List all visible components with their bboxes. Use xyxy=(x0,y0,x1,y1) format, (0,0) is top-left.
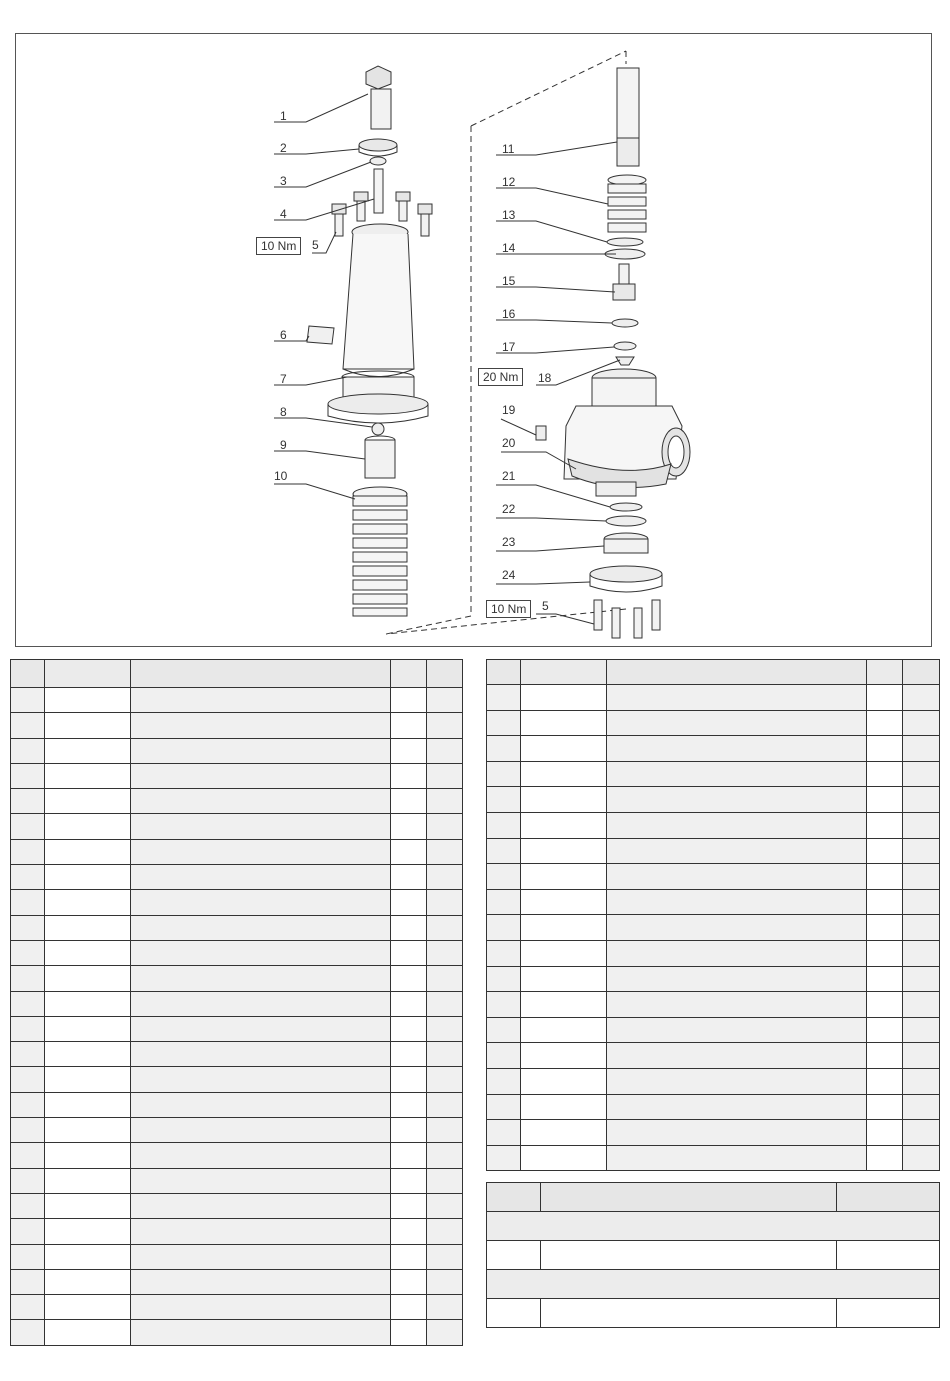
torque-label-top: 10 Nm xyxy=(256,237,301,255)
parts-table-left xyxy=(10,659,463,1346)
table-row xyxy=(487,915,940,941)
table-row xyxy=(487,710,940,736)
table-row xyxy=(487,1043,940,1069)
summary-data-row xyxy=(487,1241,940,1270)
part-label-7: 7 xyxy=(280,372,287,386)
torque-label-mid: 20 Nm xyxy=(478,368,523,386)
parts-table-right xyxy=(486,659,940,1171)
part-label-2: 2 xyxy=(280,141,287,155)
table-row xyxy=(11,688,463,713)
part-label-23: 23 xyxy=(502,535,516,549)
summary-band-row xyxy=(487,1212,940,1241)
table-row xyxy=(487,966,940,992)
table-header-row xyxy=(487,660,940,685)
table-row xyxy=(487,838,940,864)
exploded-view-drawing xyxy=(15,33,932,647)
part-label-19: 19 xyxy=(502,403,516,417)
summary-data-row xyxy=(487,1299,940,1328)
table-row xyxy=(11,1092,463,1117)
table-row xyxy=(487,736,940,762)
part-label-21: 21 xyxy=(502,469,516,483)
table-row xyxy=(11,890,463,915)
table-row xyxy=(487,787,940,813)
table-row xyxy=(487,992,940,1018)
table-row xyxy=(487,864,940,890)
table-row xyxy=(11,865,463,890)
part-label-20: 20 xyxy=(502,436,516,450)
part-label-11: 11 xyxy=(502,142,515,156)
part-label-18: 18 xyxy=(538,371,552,385)
table-row xyxy=(487,1094,940,1120)
part-label-5b: 5 xyxy=(542,599,549,613)
table-row xyxy=(487,761,940,787)
summary-header-row xyxy=(487,1183,940,1212)
part-label-10: 10 xyxy=(274,469,288,483)
table-row xyxy=(11,940,463,965)
table-row xyxy=(487,940,940,966)
part-label-16: 16 xyxy=(502,307,516,321)
table-row xyxy=(11,966,463,991)
table-row xyxy=(11,1219,463,1244)
summary-table xyxy=(486,1182,940,1328)
table-row xyxy=(11,1168,463,1193)
table-row xyxy=(11,839,463,864)
part-label-13: 13 xyxy=(502,208,516,222)
summary-band-row xyxy=(487,1270,940,1299)
table-row xyxy=(11,915,463,940)
exploded-view-svg xyxy=(16,34,933,648)
table-row xyxy=(11,991,463,1016)
part-label-17: 17 xyxy=(502,340,516,354)
table-row xyxy=(11,814,463,839)
part-label-9: 9 xyxy=(280,438,287,452)
table-row xyxy=(11,1193,463,1218)
table-row xyxy=(11,789,463,814)
part-label-14: 14 xyxy=(502,241,516,255)
part-label-5: 5 xyxy=(312,238,319,252)
table-row xyxy=(487,812,940,838)
table-row xyxy=(11,1295,463,1320)
part-label-6: 6 xyxy=(280,328,287,342)
part-label-4: 4 xyxy=(280,207,287,221)
part-label-22: 22 xyxy=(502,502,516,516)
table-row xyxy=(487,1068,940,1094)
table-row xyxy=(11,763,463,788)
table-row xyxy=(11,1042,463,1067)
part-label-12: 12 xyxy=(502,175,516,189)
table-row xyxy=(11,1269,463,1294)
table-row xyxy=(11,713,463,738)
table-row xyxy=(11,1067,463,1092)
table-row xyxy=(11,1118,463,1143)
part-label-1: 1 xyxy=(280,109,287,123)
table-row xyxy=(11,1244,463,1269)
part-label-3: 3 xyxy=(280,174,287,188)
table-row xyxy=(11,1320,463,1345)
table-row xyxy=(11,1016,463,1041)
torque-label-bottom: 10 Nm xyxy=(486,600,531,618)
table-header-row xyxy=(11,660,463,688)
part-label-15: 15 xyxy=(502,274,516,288)
part-label-24: 24 xyxy=(502,568,516,582)
table-row xyxy=(487,889,940,915)
table-row xyxy=(487,1017,940,1043)
table-row xyxy=(11,1143,463,1168)
part-label-8: 8 xyxy=(280,405,287,419)
table-row xyxy=(487,685,940,711)
table-row xyxy=(487,1120,940,1146)
table-row xyxy=(11,738,463,763)
table-row xyxy=(487,1145,940,1171)
